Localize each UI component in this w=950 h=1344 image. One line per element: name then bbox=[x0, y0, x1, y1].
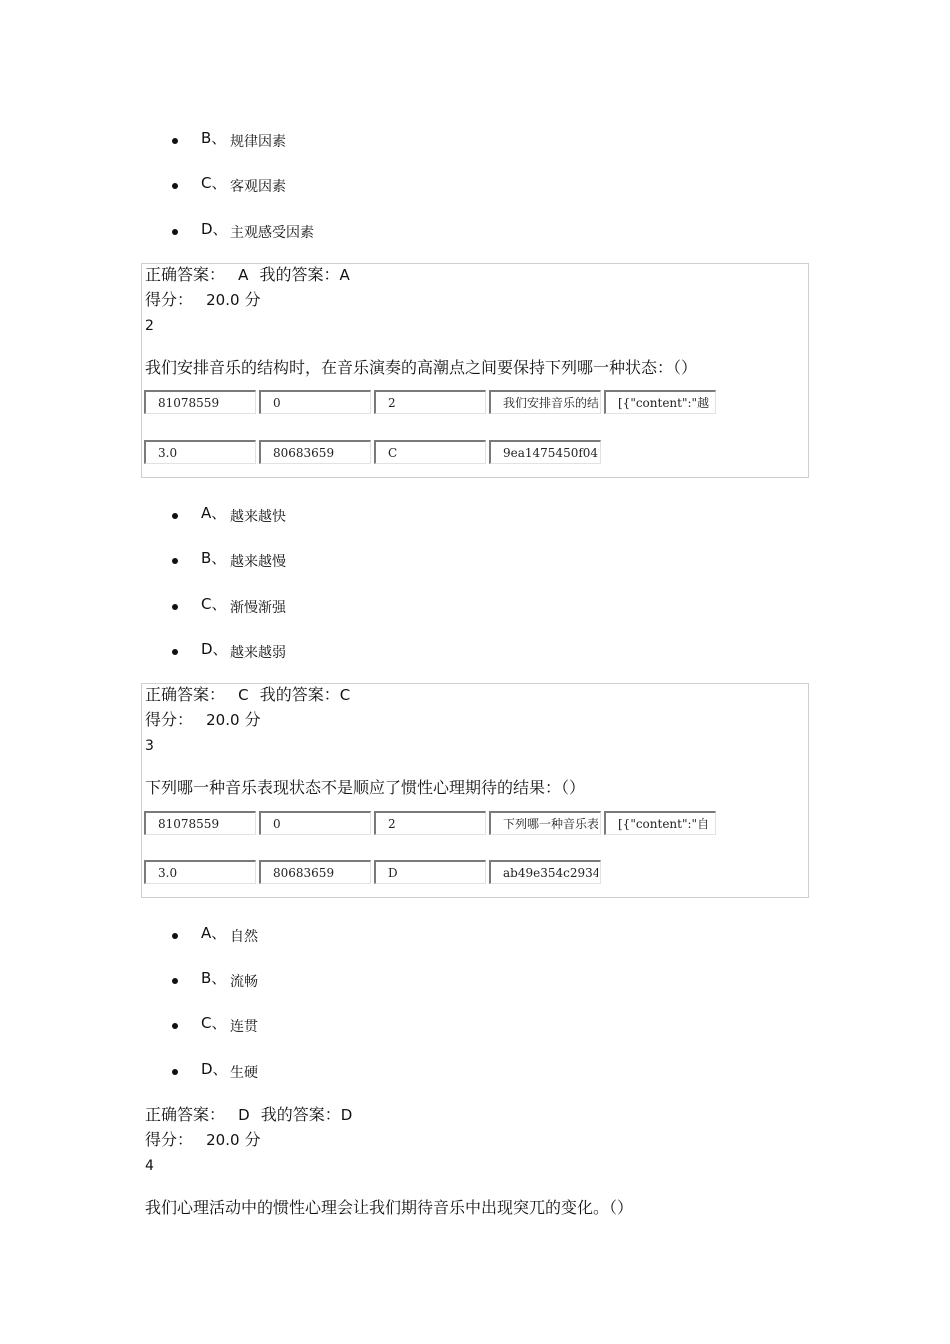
option-letter: B、 bbox=[201, 549, 227, 567]
score-unit: 分 bbox=[244, 290, 261, 309]
hidden-field[interactable] bbox=[374, 440, 486, 464]
answer-label: 正确答案： bbox=[145, 265, 226, 284]
q3-score-line bbox=[145, 1130, 261, 1150]
score-label: 得分： bbox=[145, 290, 194, 309]
option-text: 自然 bbox=[230, 929, 258, 945]
option-c[interactable] bbox=[0, 595, 400, 619]
option-letter: C、 bbox=[201, 595, 227, 613]
question-number: 2 bbox=[145, 318, 154, 334]
score-value: 20.0 bbox=[206, 291, 240, 309]
option-letter: D、 bbox=[201, 640, 228, 658]
hidden-field[interactable] bbox=[259, 811, 371, 835]
question-text: 我们心理活动中的惯性心理会让我们期待音乐中出现突兀的变化。（） bbox=[145, 1198, 634, 1217]
correct-answer: D bbox=[238, 1106, 250, 1124]
question-text: 我们安排音乐的结构时，在音乐演奏的高潮点之间要保持下列哪一种状态：（） bbox=[145, 358, 698, 377]
hidden-field[interactable] bbox=[259, 440, 371, 464]
option-text: 越来越慢 bbox=[230, 554, 286, 570]
answer-label: 正确答案： bbox=[145, 685, 226, 704]
option-d bbox=[0, 220, 400, 244]
my-answer: C bbox=[339, 686, 351, 704]
option-b bbox=[0, 129, 400, 153]
question-text: 下列哪一种音乐表现状态不是顺应了惯性心理期待的结果：（） bbox=[145, 778, 586, 797]
hidden-field[interactable] bbox=[259, 390, 371, 414]
option-c bbox=[0, 174, 400, 198]
hidden-field[interactable] bbox=[489, 860, 601, 884]
hidden-field[interactable] bbox=[144, 860, 256, 884]
my-answer-label: 我的答案： bbox=[259, 685, 340, 704]
option-b[interactable] bbox=[0, 549, 400, 573]
answer-label: 正确答案： bbox=[145, 1105, 226, 1124]
hidden-field[interactable] bbox=[259, 860, 371, 884]
score-label: 得分： bbox=[145, 710, 194, 729]
q1-score-line bbox=[145, 290, 261, 310]
score-value: 20.0 bbox=[206, 1131, 240, 1149]
option-letter: C、 bbox=[201, 1014, 227, 1032]
my-answer-label: 我的答案： bbox=[259, 265, 340, 284]
bullet-icon bbox=[172, 138, 178, 144]
option-d[interactable] bbox=[0, 640, 400, 664]
hidden-field[interactable] bbox=[374, 390, 486, 414]
option-letter: A、 bbox=[201, 924, 227, 942]
option-text: 规律因素 bbox=[230, 134, 286, 150]
hidden-field[interactable] bbox=[489, 811, 601, 835]
question-number: 3 bbox=[145, 738, 154, 754]
correct-answer: C bbox=[238, 686, 249, 704]
bullet-icon bbox=[172, 558, 178, 564]
score-unit: 分 bbox=[244, 710, 261, 729]
option-text: 越来越快 bbox=[230, 509, 286, 525]
my-answer: A bbox=[339, 266, 350, 284]
option-a[interactable] bbox=[0, 924, 400, 948]
score-value: 20.0 bbox=[206, 711, 240, 729]
option-letter: C、 bbox=[201, 174, 227, 192]
hidden-field[interactable] bbox=[144, 390, 256, 414]
score-label: 得分： bbox=[145, 1130, 194, 1149]
score-unit: 分 bbox=[244, 1130, 261, 1149]
option-letter: B、 bbox=[201, 129, 227, 147]
option-text: 渐慢渐强 bbox=[230, 600, 286, 616]
option-letter: D、 bbox=[201, 1060, 228, 1078]
option-text: 流畅 bbox=[230, 974, 258, 990]
option-letter: D、 bbox=[201, 220, 228, 238]
option-b[interactable] bbox=[0, 969, 400, 993]
hidden-field[interactable] bbox=[489, 440, 601, 464]
bullet-icon bbox=[172, 513, 178, 519]
hidden-field[interactable] bbox=[374, 860, 486, 884]
option-letter: A、 bbox=[201, 504, 227, 522]
q2-answer-line bbox=[145, 685, 350, 705]
bullet-icon bbox=[172, 604, 178, 610]
bullet-icon bbox=[172, 649, 178, 655]
bullet-icon bbox=[172, 933, 178, 939]
hidden-field[interactable] bbox=[604, 811, 716, 835]
my-answer-label: 我的答案： bbox=[260, 1105, 341, 1124]
question-number: 4 bbox=[145, 1158, 154, 1174]
hidden-field[interactable] bbox=[144, 440, 256, 464]
option-text: 越来越弱 bbox=[230, 645, 286, 661]
bullet-icon bbox=[172, 1069, 178, 1075]
hidden-field[interactable] bbox=[144, 811, 256, 835]
bullet-icon bbox=[172, 229, 178, 235]
bullet-icon bbox=[172, 1023, 178, 1029]
q2-score-line bbox=[145, 710, 261, 730]
option-text: 主观感受因素 bbox=[230, 225, 314, 241]
option-letter: B、 bbox=[201, 969, 227, 987]
option-c[interactable] bbox=[0, 1014, 400, 1038]
bullet-icon bbox=[172, 978, 178, 984]
hidden-field[interactable] bbox=[489, 390, 601, 414]
option-text: 客观因素 bbox=[230, 179, 286, 195]
correct-answer: A bbox=[238, 266, 249, 284]
option-text: 生硬 bbox=[230, 1065, 258, 1081]
q1-answer-line bbox=[145, 265, 350, 285]
bullet-icon bbox=[172, 183, 178, 189]
option-text: 连贯 bbox=[230, 1019, 258, 1035]
option-a[interactable] bbox=[0, 504, 400, 528]
hidden-field[interactable] bbox=[604, 390, 716, 414]
q3-answer-line bbox=[145, 1105, 352, 1125]
my-answer: D bbox=[340, 1106, 353, 1124]
hidden-field[interactable] bbox=[374, 811, 486, 835]
option-d[interactable] bbox=[0, 1060, 400, 1084]
